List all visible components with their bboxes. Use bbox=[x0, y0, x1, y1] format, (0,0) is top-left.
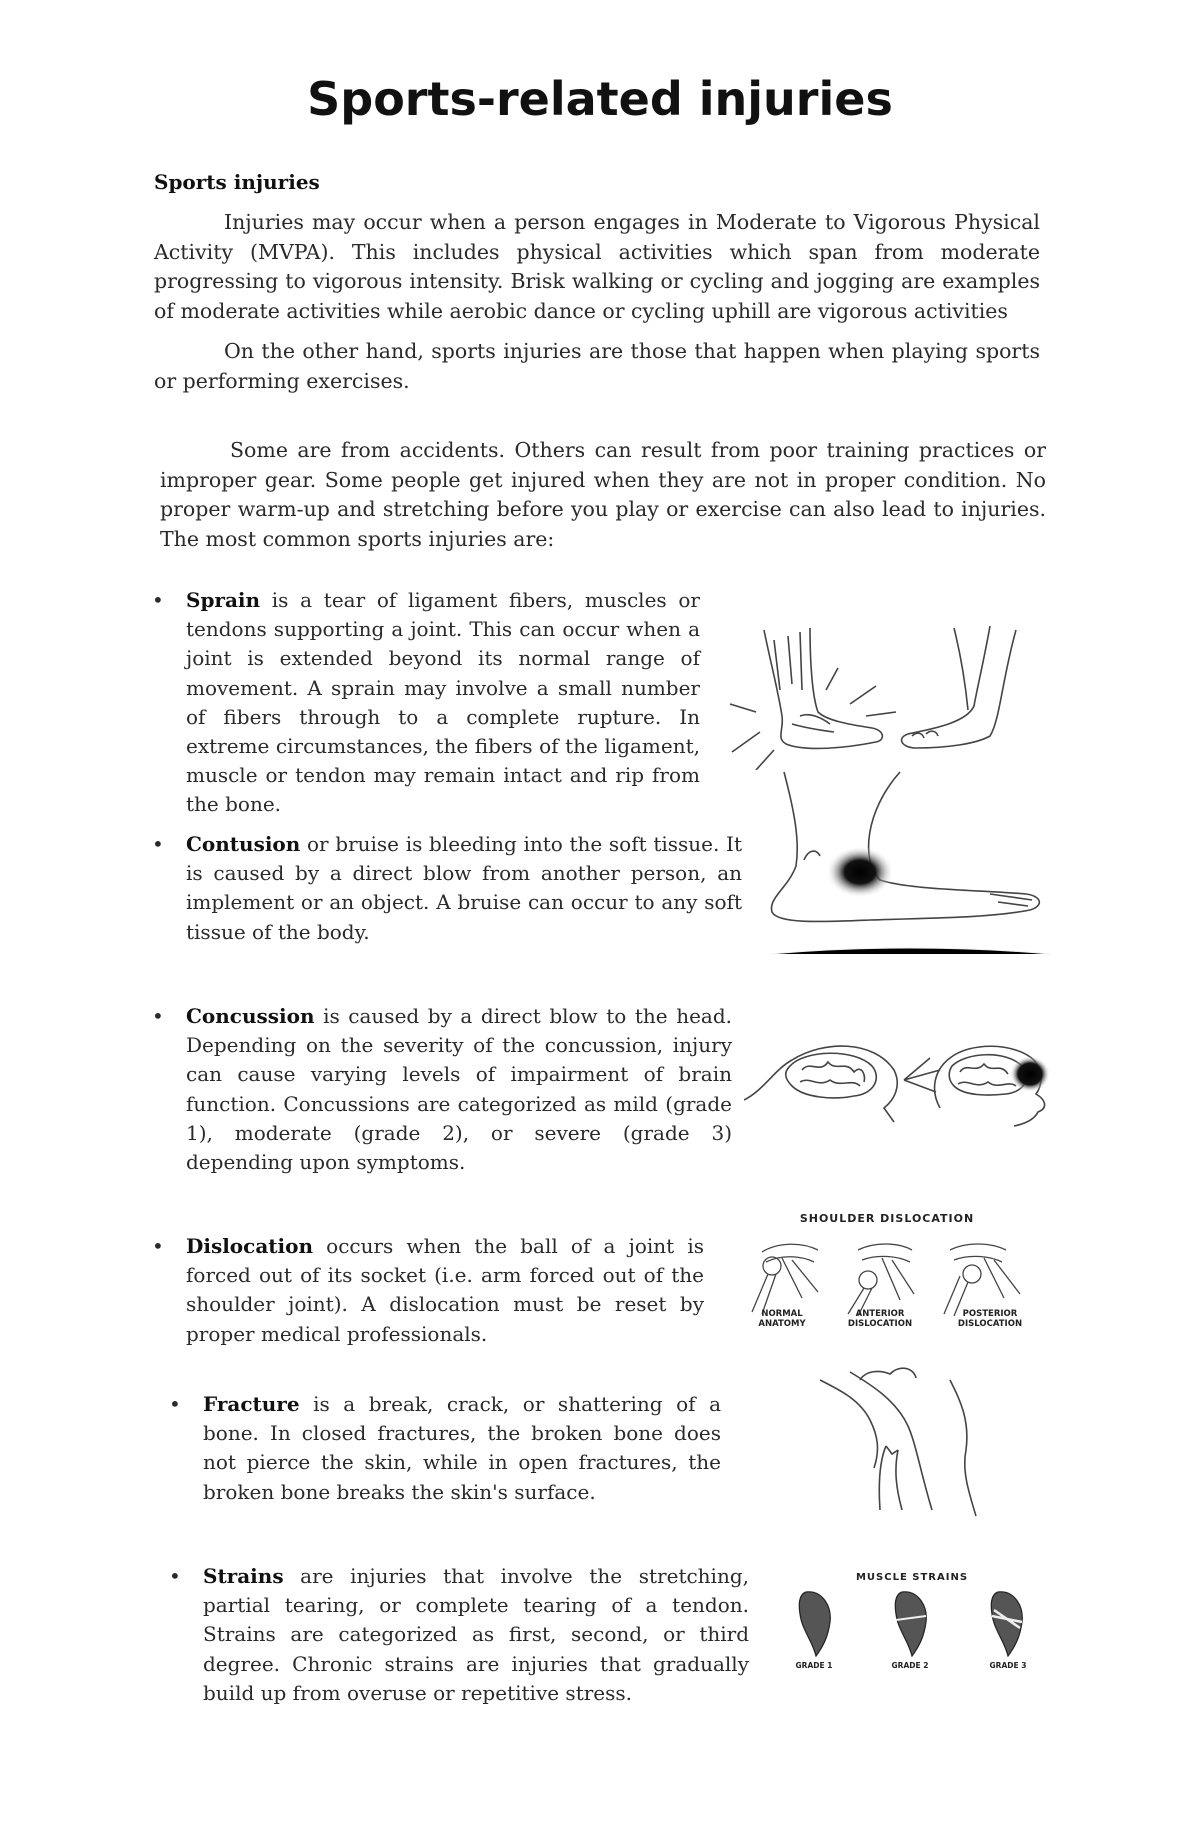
strains-illustration bbox=[782, 1570, 1042, 1670]
injury-description: is a tear of ligament fibers, muscles or tendons supporting a joint. This can occur when a joint is extended beyond its normal range of movement. A sprain may involve a small number of fibers through to a complete rupture. In extreme circumstances, the fibers of the ligament, muscle or tendon may remain intact and rip from the bone. bbox=[186, 588, 700, 817]
dislocation-label-normal-line2: ANATOMY bbox=[758, 1319, 806, 1329]
intro-paragraph-causes: Some are from accidents. Others can result from poor training practices or improper gear. Some people get injured when they are not in proper condition. No proper warm-up and stretching before you play or exercise can also lead to injuries. The most common sports injuries are: bbox=[160, 438, 1046, 551]
figure-title: MUSCLE STRAINS bbox=[855, 1572, 969, 1583]
dislocation-label-anterior-line2: DISLOCATION bbox=[847, 1319, 913, 1329]
injury-term: Dislocation bbox=[186, 1234, 313, 1258]
injury-description: is caused by a direct blow to the head. Depending on the severity of the concussion, injury can cause varying levels of impairment of brain function. Concussions are categorized as mild (grade 1), moderate (grade 2), or severe (grade 3) depending upon symptoms. bbox=[186, 1004, 732, 1175]
dislocation-label-posterior-line2: DISLOCATION bbox=[957, 1319, 1023, 1329]
list-item-dislocation bbox=[152, 1232, 704, 1349]
bullet: • bbox=[152, 832, 164, 856]
intro-paragraph-mvpa: Injuries may occur when a person engages in Moderate to Vigorous Physical Activity (MVPA). This includes physical activities which span from moderate progressing to vigorous intensity. Brisk walking or cycling and jogging are examples of moderate activities while aerobic dance or cycling uphill are vigorous activities bbox=[154, 210, 1040, 323]
injury-term: Concussion bbox=[186, 1004, 315, 1028]
injury-term: Fracture bbox=[203, 1392, 300, 1416]
list-item-fracture bbox=[169, 1390, 721, 1507]
intro-paragraph-definition: On the other hand, sports injuries are those that happen when playing sports or performing exercises. bbox=[154, 339, 1040, 393]
strain-label-grade3: GRADE 3 bbox=[989, 1661, 1027, 1670]
fracture-illustration bbox=[800, 1360, 1000, 1520]
concussion-illustration bbox=[744, 1030, 1064, 1140]
section-heading: Sports injuries bbox=[154, 170, 320, 194]
injury-description: is a break, crack, or shattering of a bone. In closed fractures, the broken bone does not pierce the skin, while in open fractures, the broken bone breaks the skin's surface. bbox=[203, 1392, 721, 1504]
injury-description: are injuries that involve the stretching, partial tearing, or complete tearing of a tendon. Strains are categorized as first, second, or third degree. Chronic strains are injuries that gradually build up from overuse or repetitive stress. bbox=[203, 1564, 749, 1705]
list-item-strains bbox=[169, 1562, 749, 1708]
strain-label-grade2: GRADE 2 bbox=[891, 1661, 929, 1670]
list-item-concussion bbox=[152, 1002, 732, 1177]
strain-label-grade1: GRADE 1 bbox=[795, 1661, 833, 1670]
dislocation-illustration bbox=[722, 1202, 1052, 1332]
injury-term: Sprain bbox=[186, 588, 261, 612]
bullet: • bbox=[152, 1004, 164, 1028]
injury-description: or bruise is bleeding into the soft tissue. It is caused by a direct blow from another person, an implement or an object. A bruise can occur to any soft tissue of the body. bbox=[186, 832, 742, 944]
injury-term: Strains bbox=[203, 1564, 284, 1588]
bullet: • bbox=[169, 1564, 181, 1588]
bullet: • bbox=[152, 1234, 164, 1258]
contusion-illustration bbox=[760, 770, 1060, 970]
figure-title: SHOULDER DISLOCATION bbox=[799, 1212, 975, 1225]
dislocation-label-posterior-line1: POSTERIOR bbox=[962, 1309, 1018, 1319]
injury-term: Contusion bbox=[186, 832, 301, 856]
injury-description: occurs when the ball of a joint is forced out of its socket (i.e. arm forced out of the shoulder joint). A dislocation must be reset by proper medical professionals. bbox=[186, 1234, 704, 1346]
list-item-sprain bbox=[152, 586, 700, 820]
sprain-illustration bbox=[726, 620, 1036, 770]
bullet: • bbox=[169, 1392, 181, 1416]
dislocation-label-normal-line1: NORMAL bbox=[761, 1309, 803, 1319]
bullet: • bbox=[152, 588, 164, 612]
page-title: Sports-related injuries bbox=[307, 72, 893, 126]
list-item-contusion bbox=[152, 830, 742, 947]
dislocation-label-anterior-line1: ANTERIOR bbox=[855, 1309, 905, 1319]
